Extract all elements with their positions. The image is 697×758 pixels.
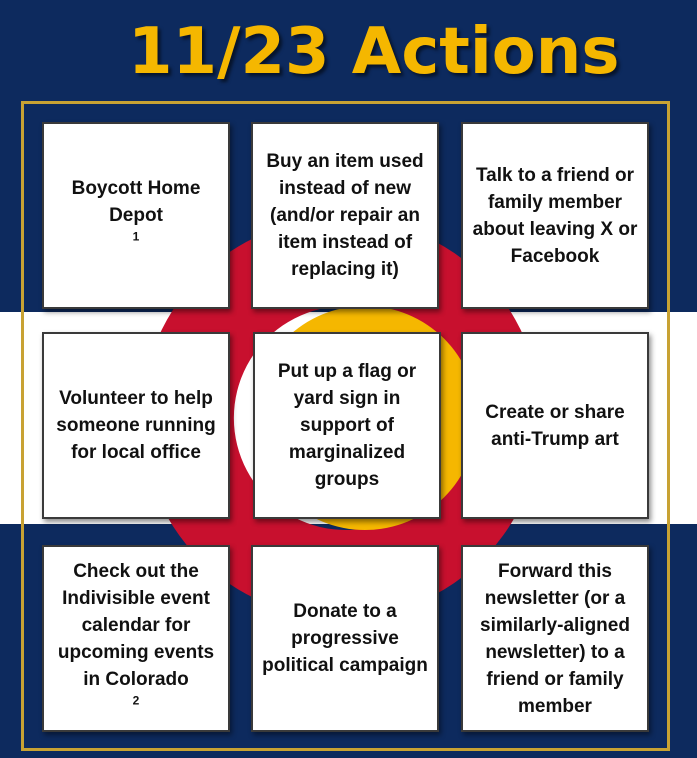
action-text: Forward this newsletter (or a similarly-aligned newsletter) to a friend or family member	[480, 560, 630, 717]
action-card	[253, 332, 441, 519]
footnote-marker: 1	[132, 229, 140, 244]
action-text: Put up a flag or yard sign in support of marginalized groups	[277, 361, 417, 490]
action-text: Buy an item used instead of new (and/or repair an item instead of replacing it)	[266, 151, 424, 280]
action-card	[251, 122, 439, 309]
action-text: Create or share anti-Trump art	[485, 401, 625, 450]
action-card	[461, 332, 649, 519]
action-text: Donate to a progressive political campaign	[262, 601, 428, 676]
page-title: 11/23 Actions	[128, 15, 620, 89]
action-card	[251, 545, 439, 732]
action-text: Volunteer to help someone running for local office	[56, 388, 216, 463]
action-card	[461, 545, 649, 732]
action-text: Check out the Indivisible event calendar for upcoming events in Colorado	[57, 560, 215, 690]
action-card	[42, 332, 230, 519]
action-card	[42, 122, 230, 309]
action-card	[461, 122, 649, 309]
footnote-marker: 2	[132, 693, 140, 708]
action-text: Talk to a friend or family member about leaving X or Facebook	[472, 164, 638, 267]
action-card	[42, 545, 230, 732]
action-text: Boycott Home Depot	[71, 178, 201, 226]
